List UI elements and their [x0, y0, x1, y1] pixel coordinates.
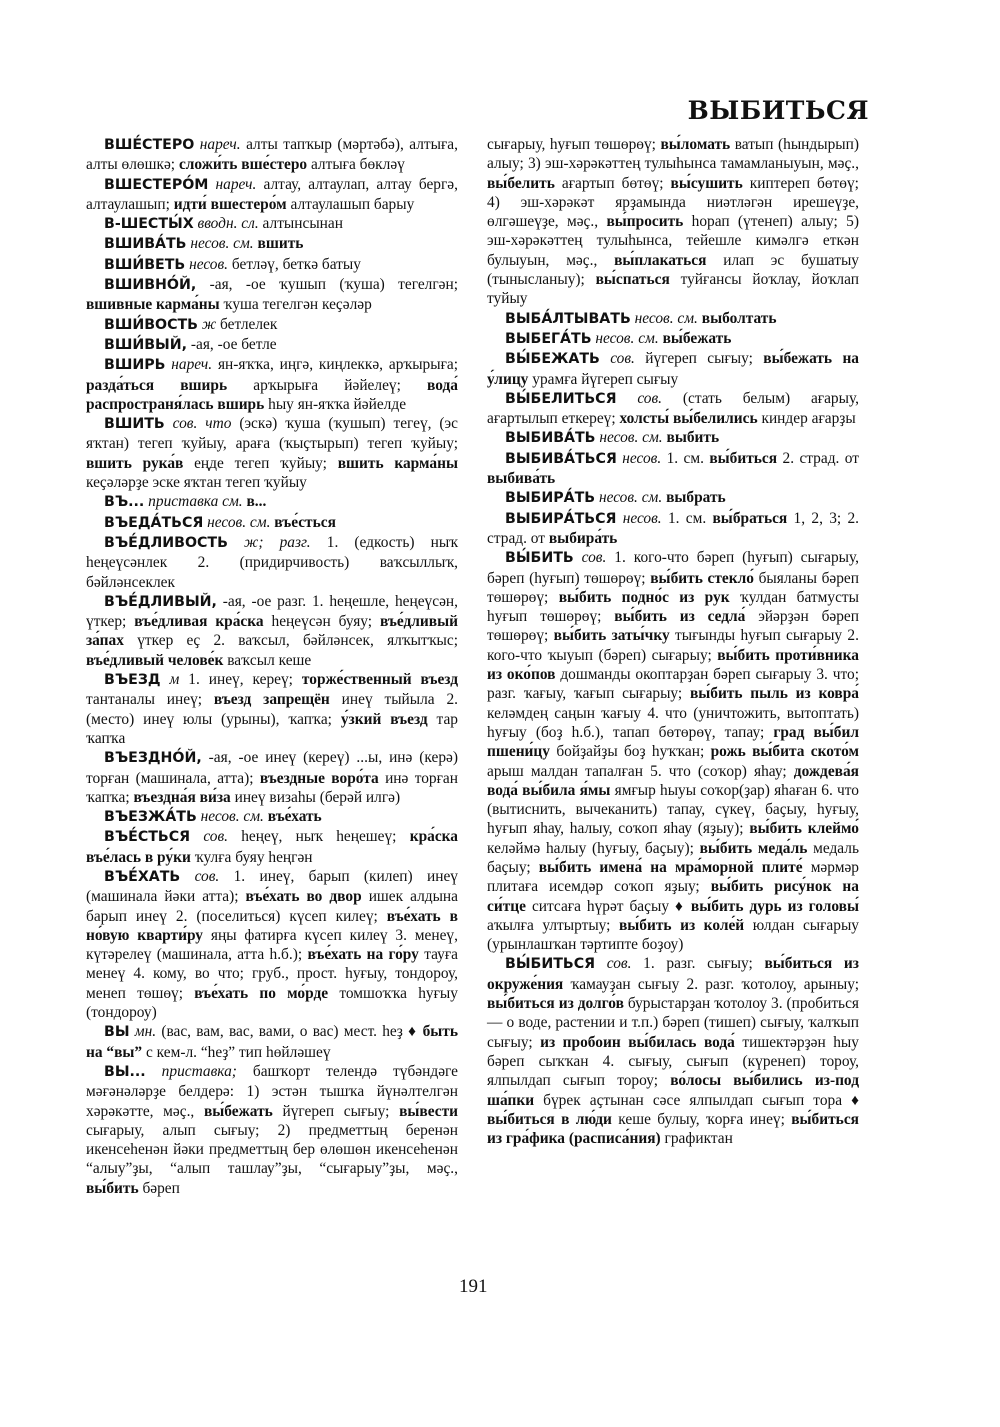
grammar-label: нареч. — [199, 136, 241, 153]
example-phrase: вы́бить из коле́й — [618, 916, 745, 934]
definition-text: ян-яҡҡа, иңгә, киңлеккә, арҡырыға; — [217, 356, 459, 374]
definition-text: 1. инеү, барып (килеп) инеү (машинала йәки атта); — [86, 867, 458, 906]
headword: ВШЕ́СТЕРО — [104, 137, 195, 153]
dictionary-entry — [487, 954, 859, 1148]
example-translation: ҡуша тегелгән кеҫәләр — [223, 296, 372, 314]
headword: ВЪЕ́СТЬСЯ — [104, 829, 191, 846]
example-translation: тантаналы инеү; — [86, 691, 203, 709]
definition-text: бетлелек — [220, 315, 278, 333]
example-phrase: вы́бить меда́ль — [699, 839, 808, 857]
example-translation: ағартып бөтөү; — [561, 174, 664, 192]
example-phrase: вы́бежать на у́лицу — [487, 350, 860, 388]
dictionary-entry — [86, 827, 458, 867]
example-translation: кеҫәләрҙе эске яҡтан тегеп ҡуйыу — [86, 474, 307, 492]
example-phrase: въе́хать в но́вую кварти́ру — [86, 907, 458, 944]
example-phrase: ♦ быть на “вы” — [86, 1023, 458, 1061]
grammar-label: сов. — [637, 389, 663, 407]
example-phrase: разда́ться вширь — [86, 376, 228, 394]
example-phrase: рожь вы́бита ското́м — [710, 743, 859, 761]
grammar-label: сов. — [194, 867, 220, 885]
definition-text: 1. (едкость) ныҡ һеңеүсәнлек 2. (придирчивость) ваҡсыллыҡ, бәйләнсеклек — [86, 533, 458, 591]
definition-text: 1. см. — [667, 509, 707, 527]
example-phrase: кра́ска въе́лась в ру́ки — [86, 828, 458, 866]
example-phrase: въе́дливый челове́к — [86, 651, 224, 669]
headword: ВЫ... — [104, 1063, 146, 1080]
example-phrase: вы́бить проти́вника из око́пов — [487, 646, 859, 684]
definition-text: бетләү, беткә батыу — [231, 255, 361, 273]
headword: ВШИ́ВЫЙ, — [104, 336, 187, 353]
headword: ВЪЕЗДНО́Й, — [104, 750, 202, 767]
example-translation: келәймә һалыу (һуғыу, баҫыу); — [487, 839, 694, 857]
example-translation: киндер ағарҙы — [761, 410, 856, 428]
example-translation: ситсаға һүрәт баҫыу — [531, 897, 670, 915]
definition-text: башҡорт телендә түбәндәге мәғәнәләрҙе белдерә: 1) эстән тышҡа йүнәлтелгән хәрәкәтте, мәҫ., — [86, 1062, 458, 1120]
dictionary-entry — [487, 309, 859, 329]
dictionary-entry — [86, 414, 458, 492]
example-translation: юлдан сығарыу (урынлашҡан тәртипте боҙоу) — [487, 916, 859, 954]
dictionary-entry — [487, 509, 859, 549]
example-translation: арҡырыға йәйелеү; — [253, 376, 401, 394]
example-translation: үткер еҫ 2. ваҡсыл, бәйләнсек, ялҡытҡыс; — [137, 632, 458, 650]
dictionary-entry — [86, 867, 458, 1022]
example-translation: инеү визаһы (берәй илгә) — [234, 788, 401, 806]
example-translation: кеше булыу, ҡорға инеү; — [618, 1110, 785, 1128]
dictionary-entry — [86, 492, 458, 512]
example-phrase: вы́вести — [399, 1102, 458, 1120]
example-phrase: въе́хать по мо́рде — [194, 984, 329, 1002]
example-phrase: выбива́ть — [487, 470, 556, 488]
example-translation: быяланы бәреп төшөрөү; — [487, 569, 859, 606]
headword: ВЪЕ́ДЛИВОСТЬ — [104, 534, 228, 551]
example-phrase: вы́бить из седла́ — [614, 608, 746, 626]
example-phrase: сложи́ть вше́стеро — [178, 156, 308, 174]
dictionary-entry — [86, 670, 458, 748]
example-translation: ишек алдына барып инеү 2. (поселиться) күсеп килеү; — [86, 888, 458, 925]
headword: ВШЕСТЕРО́М — [104, 176, 209, 193]
example-phrase: ♦ вы́бить дурь из головы́ — [674, 897, 859, 915]
example-phrase: вы́бить заты́чку — [553, 627, 670, 645]
grammar-label: ж; разг. — [244, 533, 311, 551]
headword: ВЫБА́ЛТЫВАТЬ — [505, 310, 631, 327]
example-phrase: вы́плакаться — [614, 251, 707, 269]
page-number: 191 — [459, 1276, 488, 1297]
dictionary-entry — [86, 513, 458, 533]
example-translation: томшоҡҡа һуғыу (тондороу) — [86, 984, 458, 1022]
example-phrase: вы́бить подно́с из рук — [558, 588, 730, 606]
headword: ВЪЕЗЖА́ТЬ — [104, 809, 197, 826]
definition-text: һеңеү, ныҡ һеңешеү; — [241, 828, 397, 846]
example-translation: туйғансы йоҡлау, йоҡлап туйыу — [487, 271, 859, 308]
example-translation: мәрмәр плитаға исемдәр соҡоп яҙыу; — [487, 858, 859, 896]
example-translation: бүрек аҫтынан сәсе ялпылдап сығып тора — [543, 1091, 843, 1109]
definition-text: 1. см. — [666, 449, 704, 467]
example-translation: бәреп — [142, 1179, 180, 1197]
headword: ВШИВНО́Й, — [104, 277, 197, 294]
example-translation: инеү тыйыла 2. (место) инеү юлы (урыны), ҡапҡа; — [86, 691, 458, 728]
grammar-label: несов. — [622, 449, 662, 467]
dictionary-entry — [86, 355, 458, 414]
example-phrase: вы́биться из долго́в — [487, 995, 624, 1013]
grammar-label: несов. — [622, 509, 662, 527]
definition-text: -ая, -ое бетле — [190, 335, 277, 353]
example-translation: ҡулдан батмусты һуғып төшөрөү; — [487, 588, 859, 626]
example-translation: илап эс бушатыу (тынысланыу); — [487, 251, 859, 289]
definition-text: сығарыу, һуғып төшөрөү; — [487, 136, 656, 153]
example-translation: тишектәрҙән һыу бәреп сыҡҡан 4. сығыу, сығып (күренеп) тороу, ялпылдап сығып тороу; — [487, 1033, 859, 1090]
headword: ВШИТЬ — [104, 416, 165, 433]
headword: ВЫБЕГА́ТЬ — [505, 330, 592, 347]
example-translation: ҡулға буяу һеңгән — [194, 848, 313, 866]
definition-text: алтау, алтаулап, алтау бергә, алтаулашып; — [86, 175, 458, 213]
dictionary-entry — [487, 449, 859, 489]
example-phrase: у́зкий въезд — [340, 710, 428, 728]
grammar-label: нареч. — [171, 356, 213, 374]
example-phrase: вы́бежать — [203, 1102, 273, 1120]
example-translation: ватып (һындырып) алыу; 3) эш-хәрәкәттең тулыһынса тамамланыуын, мәҫ., — [487, 136, 859, 173]
example-phrase: из пробоин вы́билась вода́ — [540, 1033, 735, 1051]
example-phrase: въе́дливая кра́ска — [134, 613, 264, 631]
example-phrase: въе́хать на го́ру — [307, 946, 419, 964]
grammar-label: сов. — [203, 828, 228, 846]
grammar-label: несов. см. — [595, 329, 659, 347]
example-phrase: торже́ственный въезд — [301, 671, 458, 689]
example-phrase: во́лосы вы́бились из-под ша́пки — [487, 1072, 859, 1109]
dictionary-entry — [86, 533, 458, 592]
example-translation: медаль баҫыу; — [487, 839, 859, 876]
headword: ВЪЕ́ХАТЬ — [104, 868, 181, 885]
headword: ВЫБИВА́ТЬ — [505, 430, 596, 447]
headword: ВЪЕЗД — [104, 672, 161, 689]
dictionary-entry — [86, 807, 458, 827]
example-translation: ваҡсыл кеше — [227, 651, 312, 669]
example-phrase: вшить рука́в — [86, 454, 184, 472]
grammar-label: несов. см. — [634, 309, 698, 327]
grammar-label: сов. — [581, 549, 607, 567]
example-phrase: въездные воро́та — [259, 769, 379, 787]
headword: ВЫ́БЕЖАТЬ — [505, 351, 600, 368]
right-column — [487, 135, 859, 1148]
grammar-label: несов. см. — [599, 429, 663, 447]
headword: ВЫБИРА́ТЬСЯ — [505, 510, 617, 527]
definition-text: -ая, -ое разг. 1. һеңешле, һеңеүсән, үткер; — [86, 592, 458, 631]
example-phrase: вы́браться — [712, 509, 788, 527]
headword: ВЪ... — [104, 494, 145, 511]
grammar-label: сов. — [610, 350, 635, 368]
dictionary-entry — [487, 488, 859, 508]
headword: ВЫ — [104, 1024, 130, 1041]
example-phrase: ♦ вы́биться в лю́ди — [487, 1091, 859, 1128]
example-translation: тар ҡапҡа — [86, 710, 458, 747]
definition-text: 1. инеү, кереү; — [188, 671, 293, 689]
example-phrase: вы́бить клеймо́ — [749, 820, 859, 838]
example-phrase: въе́дливый за́пах — [86, 613, 458, 650]
dictionary-entry — [86, 1022, 458, 1062]
example-phrase: въездна́я ви́за — [133, 788, 231, 806]
definition-text: алтынсынан — [262, 215, 343, 233]
example-phrase: идти́ вшестеро́м — [173, 195, 287, 213]
example-translation: урамға йүгереп сығыу — [532, 370, 679, 388]
definition-text: 1. кого-что бәреп (һуғып) сығарыу, бәреп (һуғып) төшөрөү; — [487, 549, 859, 587]
example-phrase: въезд запрещён — [213, 691, 330, 709]
example-phrase: холсты́ вы́белились — [619, 410, 758, 428]
example-translation: еңде тегеп ҡуйыу; — [194, 454, 327, 472]
example-phrase: вы́бить — [86, 1179, 139, 1197]
example-translation: тығынды һуғып сығарыу 2. кого-что ҡыуып (бәреп) сығарыу; — [487, 627, 859, 664]
example-phrase: вшивные карма́ны — [86, 296, 220, 314]
example-phrase: град вы́бил пшени́цу — [487, 723, 859, 761]
example-translation: аҡылға ултыртыу; — [487, 916, 611, 934]
headword: ВЪЕ́ДЛИВЫЙ, — [104, 593, 217, 610]
example-translation: с кем-л. “һеҙ” тип һөйләшеү — [146, 1043, 331, 1061]
headword: ВЪЕДА́ТЬСЯ — [104, 514, 204, 531]
example-phrase: вы́бить стекло́ — [650, 569, 754, 587]
example-phrase: выбить — [666, 429, 720, 447]
example-translation: эйәрҙән бәреп төшөрөү; — [487, 608, 859, 645]
example-phrase: вы́бить имена́ на мра́морной плите́ — [538, 858, 803, 876]
example-translation: ямғыр һыуы соҡор(ҙар) яһаған 6. что (вытиснить, вычеканить) тапау, сүкеү, баҫыу, һуғыу, һуғып яһау, һалыу, соҡоп яһау (яҙыу); — [487, 781, 859, 838]
example-translation: 1, 2, 3; 2. страд. от — [487, 509, 859, 547]
example-phrase: вы́биться — [709, 449, 778, 467]
example-translation: графиктан — [664, 1130, 733, 1148]
example-translation: сығарыу, алып сығыу; 2) предметтың беренән икенсеһенән йәки предметтың бер өлөшөн икенсеһенән “алыу”ҙы, “алып ташлау”ҙы, “сығарыу”ҙы, мәҫ., — [86, 1121, 458, 1178]
example-translation: йүгереп сығыу; — [282, 1102, 390, 1120]
running-head: ВЫБИТЬСЯ — [687, 96, 869, 125]
headword: ВШИРЬ — [104, 357, 166, 374]
dictionary-entry — [487, 548, 859, 954]
definition-text: 1. разг. сығыу; — [643, 955, 753, 973]
definition-text: (эскә) ҡуша (ҡушып) тегеү, (эс яҡтан) тегеп ҡуйыу, араға (ҡыҫтырып) тегеп ҡуйыу; — [86, 415, 458, 453]
example-phrase: вы́бить рису́нок на си́тце — [487, 878, 859, 915]
grammar-label: ж — [201, 315, 217, 333]
dictionary-entry — [487, 135, 859, 309]
headword: ВЫБИВА́ТЬСЯ — [505, 450, 617, 467]
example-translation: һорап (үтенеп) алыу; 5) эш-хәрәкәттең тулыһынса, тейешле кимәлгә еткән булыуын, мәҫ., — [487, 213, 859, 269]
example-phrase: вы́ломать — [660, 136, 731, 153]
example-phrase: вы́спаться — [595, 271, 670, 289]
example-phrase: выбрать — [666, 489, 726, 507]
example-phrase: вы́биться из гра́фика (расписа́ния) — [487, 1110, 859, 1148]
headword: ВЫБИРА́ТЬ — [505, 490, 596, 507]
example-translation: келәмдең саңын ҡағыу 4. что (уничтожить, вытоптать) һуғыу (боҙ һ.б.), тапап бөтөрөү, тапау; — [487, 704, 859, 741]
definition-text: -ая, -ое ҡушып (ҡуша) тегелгән; — [209, 276, 459, 294]
example-phrase: выбира́ть — [548, 529, 618, 547]
dictionary-entry — [487, 329, 859, 349]
example-phrase: въе́сться — [274, 513, 336, 531]
example-phrase: вы́просить — [606, 213, 684, 231]
dictionary-entry — [86, 315, 458, 335]
example-phrase: вы́сушить — [670, 174, 743, 192]
grammar-label: несов. см. — [207, 513, 271, 531]
grammar-label: приставка см. — [148, 493, 243, 511]
example-translation: яңы фатирға күсеп килеү 3. менеү, күтәрелеү (машинала, атта һ.б.); — [86, 926, 458, 964]
dictionary-entry — [86, 234, 458, 254]
example-phrase: выболтать — [701, 309, 777, 327]
headword: ВЫ́БИТЬСЯ — [505, 956, 596, 973]
headword: ВЫ́БЕЛИТЬСЯ — [505, 390, 617, 407]
grammar-label: вводн. сл. — [197, 215, 259, 233]
example-phrase: дождева́я вода́ вы́била я́мы — [487, 762, 859, 799]
headword: ВЫ́БИТЬ — [505, 550, 574, 567]
example-translation: киптереп бөтөү; 4) эш-хәрәкәт ярҙамында ниәтләгән ирешеүҙе, өлгәшеүҙе, мәҫ., — [487, 174, 859, 231]
dictionary-entry — [86, 275, 458, 315]
grammar-label: сов. что — [172, 415, 232, 433]
dictionary-entry — [86, 175, 458, 215]
definition-text: (стать белым) ағарыу, ағартылып еткереү; — [487, 389, 859, 428]
example-translation: тауға менеү 4. кому, во что; груб., прост. һуғыу, тондороу, менеп төшөү; — [86, 946, 458, 1002]
definition-text: -ая, -ое инеү (кереү) ...ы, инә (керә) торған (машинала, атта); — [86, 749, 458, 787]
example-phrase: вшить карма́ны — [337, 454, 458, 472]
example-phrase: в... — [246, 493, 267, 511]
example-translation: алтаулашып барыу — [290, 195, 415, 213]
grammar-label: несов. см. — [598, 489, 663, 507]
grammar-label: приставка; — [161, 1062, 237, 1080]
example-phrase: вы́бежать — [662, 329, 732, 347]
example-translation: арыш малдан тапалған 5. что (соҡор) яһау; — [487, 762, 787, 780]
definition-text: йүгереп сығыу; — [645, 350, 753, 368]
dictionary-entry — [487, 349, 859, 389]
dictionary-entry — [86, 748, 458, 807]
dictionary-entry — [86, 1062, 458, 1198]
dictionary-entry — [86, 214, 458, 234]
grammar-label: несов. см. — [200, 808, 264, 826]
headword: В-ШЕСТЫ́Х — [104, 216, 194, 233]
example-translation: һеңеүсән буяу; — [271, 613, 373, 631]
grammar-label: нареч. — [215, 175, 257, 193]
definition-text: алты тапҡыр (мәртәбә), алтыға, алты өлөшкә; — [86, 136, 458, 174]
example-translation: алтыға бөкләү — [310, 156, 405, 174]
example-translation: дошманды окоптарҙан бәреп сығарыу 3. что; разг. ҡағыу, ҡағып сығарыу; — [487, 666, 859, 703]
headword: ВШИ́ВЕТЬ — [104, 256, 186, 273]
left-column — [86, 135, 458, 1198]
example-phrase: вы́бить пыль из ковра́ — [689, 685, 859, 703]
dictionary-entry — [487, 428, 859, 448]
dictionary-entry — [487, 389, 859, 429]
example-translation: һыу ян-яҡҡа йәйелде — [268, 395, 407, 413]
dictionary-entry — [86, 255, 458, 275]
definition-text: (вас, вам, вас, вами, о вас) мест. һеҙ — [161, 1023, 403, 1041]
example-phrase: вы́белить — [487, 174, 555, 192]
example-phrase: вода́ распространя́лась вширь — [86, 376, 458, 413]
headword: ВШИВА́ТЬ — [104, 236, 187, 253]
grammar-label: сов. — [606, 955, 632, 973]
grammar-label: несов. см. — [190, 235, 254, 253]
example-translation: бойҙайҙы боҙ һуҡҡан; — [556, 743, 705, 761]
dictionary-entry — [86, 335, 458, 355]
dictionary-entry — [86, 592, 458, 670]
grammar-label: мн. — [134, 1023, 157, 1041]
example-translation: инә торған ҡапҡа; — [86, 769, 458, 806]
example-translation: бурыстарҙан ҡотолоу 3. (пробиться — о воде, растении и т.п.) бәреп (тишеп) сығыу, ҡалҡып сығыу; — [487, 995, 859, 1051]
example-translation: 2. страд. от — [782, 449, 859, 467]
example-phrase: въе́хать во двор — [245, 888, 362, 906]
dictionary-entry — [86, 135, 458, 175]
example-phrase: вы́биться из окруже́ния — [487, 955, 859, 993]
example-phrase: вшить — [257, 235, 304, 253]
example-translation: ҡамауҙан сығыу 2. разг. ҡотолоу, арыныу; — [570, 975, 859, 993]
grammar-label: м — [169, 671, 180, 689]
example-phrase: въе́хать — [267, 808, 322, 826]
grammar-label: несов. — [189, 255, 229, 273]
headword: ВШИ́ВОСТЬ — [104, 316, 198, 333]
